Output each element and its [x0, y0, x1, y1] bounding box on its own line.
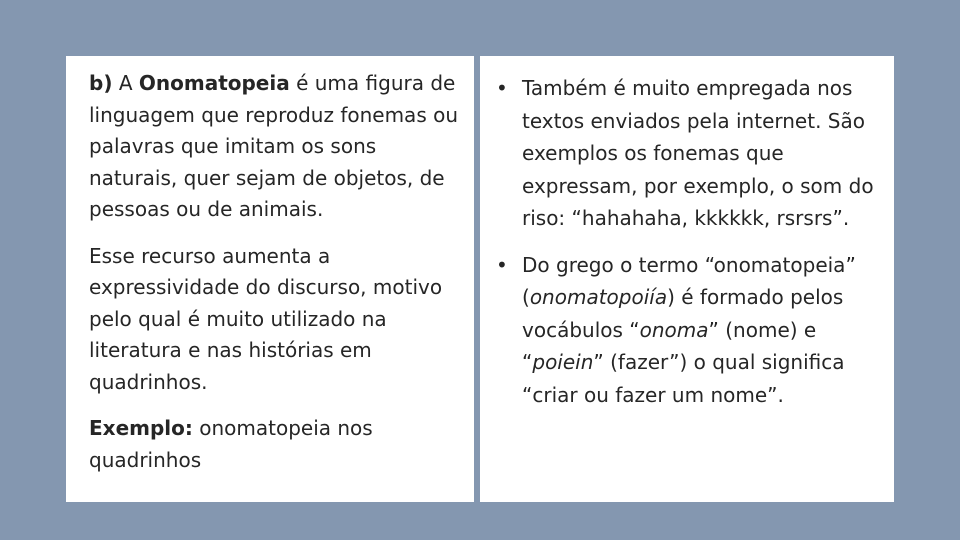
example-text: onomatopeia nos quadrinhos — [89, 416, 373, 472]
bullet-text: Também é muito empregada nos textos enviados pela internet. São exemplos os fonemas que expressam, por exemplo, o som do riso: “hahahaha, kkkkkk, rsrsrs”. — [522, 76, 874, 230]
right-text-panel — [480, 56, 894, 502]
etymology-text-1: Do grego o termo “onomatopeia” ( — [522, 252, 856, 309]
etymology-poiein: poiein — [532, 350, 594, 374]
etymology-text-2: ) é formado pelos vocábulos “ — [522, 285, 844, 342]
etymology-text-4: ” (fazer”) o qual significa “criar ou fazer um nome”. — [522, 350, 845, 407]
etymology-text-3: ” (nome) e “ — [522, 317, 817, 374]
etymology-greek-word: onomatopoiía — [529, 285, 668, 309]
bullet-list — [492, 72, 884, 411]
bullet-icon: • — [496, 252, 508, 277]
bullet-icon: • — [496, 76, 508, 100]
etymology-onoma: onoma — [639, 317, 709, 342]
example-paragraph — [89, 413, 464, 476]
bullet-item-etymology — [492, 249, 884, 412]
definition-paragraph — [89, 68, 464, 226]
item-letter: b) — [89, 71, 113, 95]
definition-term: Onomatopeia — [138, 71, 290, 95]
usage-paragraph: Esse recurso aumenta a expressividade do discurso, motivo pelo qual é muito utilizado na literatura e nas histórias em quadrinhos. — [89, 243, 443, 394]
example-label: Exemplo: — [89, 416, 193, 440]
left-text-panel — [66, 56, 474, 502]
bullet-item-internet — [492, 72, 884, 235]
definition-text: é uma figura de linguagem que reproduz fonemas ou palavras que imitam os sons naturais, quer sejam de objetos, de pessoas ou de animais. — [89, 71, 459, 221]
definition-article: A — [112, 71, 139, 95]
